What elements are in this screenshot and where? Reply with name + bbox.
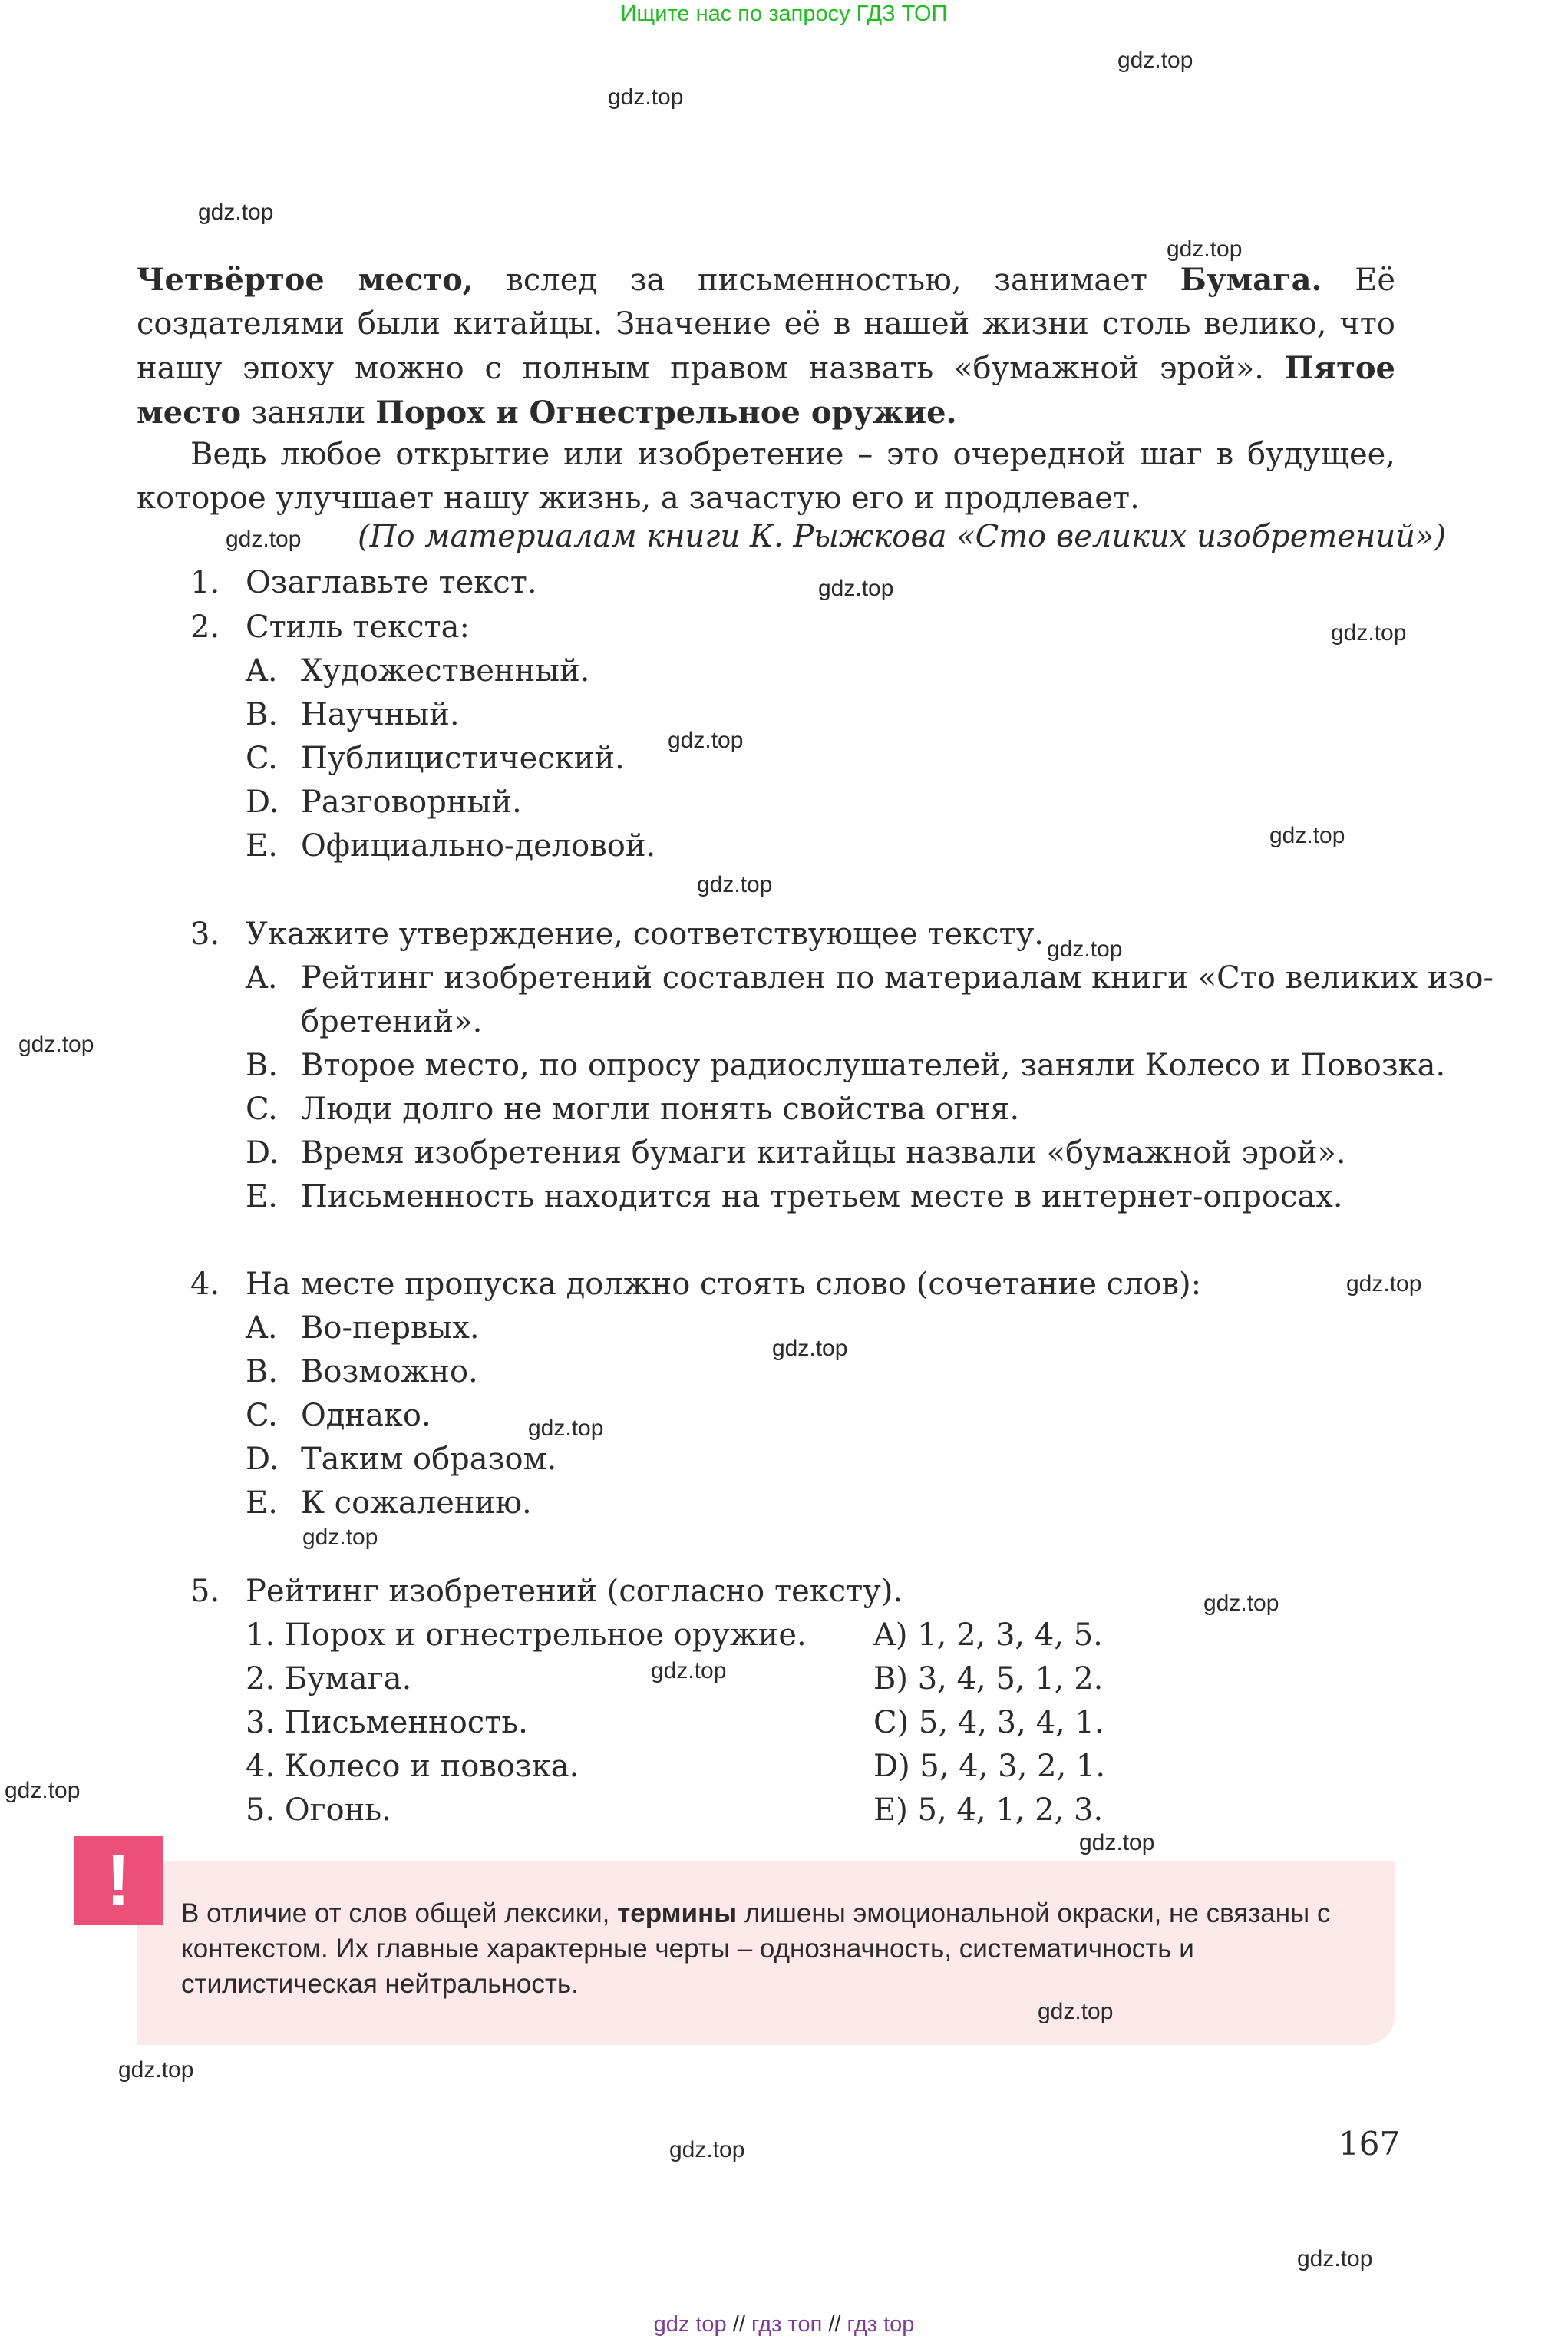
watermark: gdz.top bbox=[528, 1416, 604, 1441]
watermark: gdz.top bbox=[818, 576, 894, 601]
watermark: gdz.top bbox=[198, 200, 274, 225]
answer-option: B) 3, 4, 5, 1, 2. bbox=[873, 1661, 1104, 1696]
watermark: gdz.top bbox=[1203, 1591, 1279, 1616]
bold-fifth-place: Пятое место bbox=[137, 350, 1395, 431]
option-letter: A. bbox=[246, 653, 278, 689]
watermark: gdz.top bbox=[118, 2057, 194, 2083]
option-text: Научный. bbox=[301, 697, 460, 732]
option-d bbox=[246, 1135, 1346, 1171]
option-letter: E. bbox=[246, 1485, 278, 1521]
answer-option: D) 5, 4, 3, 2, 1. bbox=[873, 1749, 1106, 1784]
note-text bbox=[181, 1896, 1378, 2002]
option-d bbox=[246, 785, 522, 820]
option-c bbox=[246, 1092, 1019, 1127]
watermark: gdz.top bbox=[5, 1778, 81, 1803]
answer-option: A) 1, 2, 3, 4, 5. bbox=[873, 1617, 1103, 1653]
rating-item: 2. Бумага. bbox=[246, 1661, 412, 1696]
option-text: Однако. bbox=[301, 1398, 431, 1433]
watermark: gdz.top bbox=[18, 1032, 94, 1057]
option-letter: E. bbox=[246, 828, 278, 864]
option-text: Художественный. bbox=[301, 653, 590, 689]
option-text: Таким образом. bbox=[301, 1442, 557, 1477]
watermark: gdz.top bbox=[1079, 1830, 1155, 1855]
bold-terms: термины bbox=[617, 1898, 738, 1928]
watermark: gdz.top bbox=[1038, 1999, 1114, 2024]
bold-fourth-place: Четвёртое место, bbox=[137, 262, 474, 298]
option-text: Разговорный. bbox=[301, 785, 522, 820]
watermark: gdz.top bbox=[1331, 620, 1407, 646]
watermark: gdz.top bbox=[1117, 48, 1193, 73]
watermark: gdz.top bbox=[1167, 236, 1243, 262]
footer-link[interactable]: гдз top bbox=[847, 2312, 915, 2337]
separator: // bbox=[732, 2312, 745, 2337]
option-text: Во-первых. bbox=[301, 1310, 480, 1346]
option-e bbox=[246, 828, 655, 864]
option-a bbox=[246, 960, 1494, 996]
separator: // bbox=[828, 2312, 841, 2337]
watermark: gdz.top bbox=[608, 84, 684, 110]
footer-link[interactable]: gdz top bbox=[653, 2312, 727, 2337]
option-letter: B. bbox=[246, 697, 279, 732]
option-b bbox=[246, 697, 460, 732]
option-a bbox=[246, 1310, 480, 1346]
exclamation-icon: ! bbox=[74, 1836, 163, 1925]
question-number: 3. bbox=[190, 917, 220, 952]
rating-item: 1. Порох и огнестрельное оружие. bbox=[246, 1617, 807, 1653]
watermark: gdz.top bbox=[226, 527, 302, 552]
option-letter: C. bbox=[246, 741, 278, 776]
answer-option: C) 5, 4, 3, 4, 1. bbox=[873, 1705, 1104, 1740]
watermark: gdz.top bbox=[1346, 1271, 1422, 1297]
watermark: gdz.top bbox=[668, 728, 744, 753]
option-text: Публицистический. bbox=[301, 741, 625, 776]
option-a bbox=[246, 653, 589, 689]
question-text: На месте пропуска должно стоять слово (сочетание слов): bbox=[246, 1267, 1202, 1302]
option-text: Официально-деловой. bbox=[301, 828, 656, 864]
watermark: gdz.top bbox=[1269, 823, 1345, 848]
option-text: Время изобретения бумаги китайцы назвали «бумажной эрой». bbox=[301, 1135, 1346, 1171]
option-e bbox=[246, 1179, 1342, 1214]
option-d bbox=[246, 1442, 556, 1477]
text: заняли bbox=[241, 395, 376, 431]
option-e bbox=[246, 1485, 532, 1521]
option-text: К сожалению. bbox=[301, 1485, 532, 1521]
answer-option: E) 5, 4, 1, 2, 3. bbox=[873, 1792, 1104, 1828]
option-text: Люди долго не могли понять свойства огня. bbox=[301, 1092, 1020, 1127]
question-text: Озаглавьте текст. bbox=[246, 565, 537, 600]
watermark: gdz.top bbox=[1047, 937, 1123, 962]
footer bbox=[0, 2312, 1568, 2337]
option-letter: E. bbox=[246, 1179, 278, 1214]
option-text: Рейтинг изобретений составлен по материалам книги «Сто великих изо- bbox=[301, 960, 1494, 996]
rating-item: 5. Огонь. bbox=[246, 1792, 391, 1828]
bold-gunpowder: Порох и Огнестрельное оружие. bbox=[375, 395, 957, 431]
question-number: 1. bbox=[190, 565, 220, 600]
paragraph-2: Ведь любое открытие или изобретение – это очередной шаг в будущее, которое улучшает нашу жизнь, а зачастую его и продлевает. bbox=[137, 437, 1395, 516]
rating-item: 4. Колесо и повозка. bbox=[246, 1749, 579, 1784]
footer-link[interactable]: гдз топ bbox=[751, 2312, 823, 2337]
citation: (По материалам книги К. Рыжкова «Сто великих изобретений») bbox=[358, 519, 1446, 554]
option-letter: B. bbox=[246, 1048, 279, 1083]
option-letter: C. bbox=[246, 1092, 278, 1127]
text: Её создателями были китайцы. Значение её в нашей жизни столь велико, что нашу эпоху можно с полным правом назвать «бумажной эрой». bbox=[137, 263, 1396, 386]
rating-item: 3. Письменность. bbox=[246, 1705, 528, 1740]
option-letter: C. bbox=[246, 1398, 278, 1433]
question-text: Укажите утверждение, соответствующее тексту. bbox=[246, 917, 1044, 952]
paragraph-1 bbox=[137, 258, 1395, 435]
question-text: Рейтинг изобретений (согласно тексту). bbox=[246, 1574, 903, 1609]
question-number: 4. bbox=[190, 1267, 220, 1302]
option-letter: D. bbox=[246, 1135, 279, 1171]
option-letter: A. bbox=[246, 1310, 278, 1346]
option-text: Письменность находится на третьем месте в интернет-опросах. bbox=[301, 1179, 1343, 1214]
question-text: Стиль текста: bbox=[246, 610, 470, 645]
option-c bbox=[246, 1398, 431, 1433]
option-a-continuation: бретений». bbox=[301, 1004, 483, 1039]
option-b bbox=[246, 1354, 478, 1389]
page-number: 167 bbox=[1339, 2125, 1401, 2162]
option-letter: A. bbox=[246, 960, 278, 996]
option-letter: D. bbox=[246, 785, 279, 820]
text: В отличие от слов общей лексики, bbox=[181, 1898, 618, 1928]
option-text: Второе место, по опросу радиослушателей, заняли Колесо и Повозка. bbox=[301, 1048, 1446, 1083]
watermark: gdz.top bbox=[772, 1336, 848, 1361]
question-number: 5. bbox=[190, 1574, 220, 1609]
watermark: gdz.top bbox=[302, 1525, 378, 1550]
watermark: gdz.top bbox=[669, 2137, 745, 2162]
option-letter: B. bbox=[246, 1354, 279, 1389]
text: вслед за письменностью, занимает bbox=[473, 263, 1180, 298]
bold-paper: Бумага. bbox=[1180, 262, 1322, 298]
option-letter: D. bbox=[246, 1442, 279, 1477]
top-banner[interactable]: Ищите нас по запросу ГДЗ ТОП bbox=[620, 2, 948, 26]
watermark: gdz.top bbox=[697, 872, 773, 897]
watermark: gdz.top bbox=[1297, 2246, 1373, 2271]
question-number: 2. bbox=[190, 610, 220, 645]
watermark: gdz.top bbox=[651, 1658, 727, 1683]
option-c bbox=[246, 741, 625, 776]
option-text: Возможно. bbox=[301, 1354, 478, 1389]
text: лишены эмоциональной окраски, не связаны с контекстом. Их главные характерные черты – однозначность, систематичность и стилистическая нейтральность. bbox=[181, 1898, 1331, 1999]
option-b bbox=[246, 1048, 1445, 1083]
